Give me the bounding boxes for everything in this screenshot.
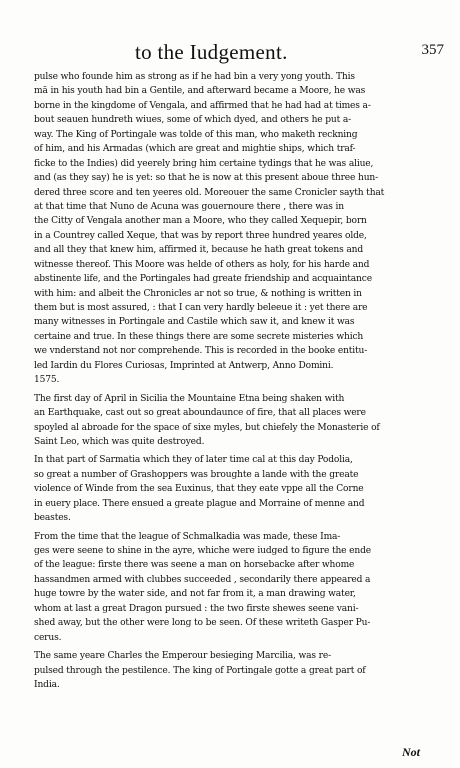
text-line: with him: and albeit the Chronicles ar not so true, & nothing is written in (34, 288, 362, 299)
paragraph (34, 392, 436, 450)
running-head (0, 40, 460, 66)
text-line: certaine and true. In these things there are some secrete misteries which (34, 331, 364, 342)
text-line: cerus. (34, 632, 62, 643)
text-line: of him, and his Armadas (which are great and mightie ships, which traf- (34, 144, 356, 155)
text-line: violence of Winde from the sea Euxinus, that they eate vppe all the Corne (34, 484, 364, 495)
text-line: pulsed through the pestilence. The king of Portingale gotte a great part of (34, 665, 366, 676)
paragraph (34, 649, 436, 692)
text-line: in a Countrey called Xeque, that was by report three hundred yeares olde, (34, 230, 367, 241)
catchword: Not (402, 745, 420, 759)
text-line: at that time that Nuno de Acuna was gouernoure there , there was in (34, 201, 344, 212)
text-line: borne in the kingdome of Vengala, and affirmed that he had had at times a- (34, 100, 371, 111)
text-line: and all they that knew him, affirmed it, because he hath great tokens and (34, 245, 364, 256)
text-line: India. (34, 679, 60, 690)
text-line: The same yeare Charles the Emperour besieging Marcilia, was re- (34, 651, 332, 662)
text-line: From the time that the league of Schmalkadia was made, these Ima- (34, 531, 341, 542)
body-text (34, 70, 436, 692)
text-line: many witnesses in Portingale and Castile which saw it, and knew it was (34, 317, 355, 328)
paragraph (34, 453, 436, 525)
text-line: and (as they say) he is yet: so that he is now at this present aboue three hun- (34, 173, 379, 184)
text-line: dered three score and ten yeeres old. Moreouer the same Cronicler sayth that (34, 187, 385, 198)
text-line: ficke to the Indies) did yeerely bring him certaine tydings that he was aliue, (34, 158, 374, 169)
page-title: to the Iudgement. (135, 40, 288, 64)
text-line: witnesse thereof. This Moore was helde of others as holy, for his harde and (34, 259, 370, 270)
text-line: so great a number of Grashoppers was broughte a lande with the greate (34, 469, 359, 480)
text-line: whom at last a great Dragon pursued : the two firste shewes seene vani- (34, 603, 359, 614)
text-line: spoyled al abroade for the space of sixe myles, but chiefely the Monasterie of (34, 422, 380, 433)
text-line: of the league: firste there was seene a man on horsebacke after whome (34, 560, 355, 571)
text-line: them but is most assured, : that I can very hardly beleeue it : yet there are (34, 303, 368, 313)
text-line: in euery place. There ensued a greate plague and Morraine of menne and (34, 498, 365, 509)
text-line: hassandmen armed with clubbes succeeded , secondarily there appeared a (34, 574, 371, 585)
text-line: beastes. (34, 513, 71, 524)
text-line: shed away, but the other were long to be seen. Of these writeth Gasper Pu- (34, 618, 371, 629)
text-line: an Earthquake, cast out so great aboundaunce of fire, that all places were (34, 408, 366, 419)
text-line: bout seauen hundreth wiues, some of which dyed, and others he put a- (34, 115, 352, 126)
text-line: pulse who founde him as strong as if he had bin a very yong youth. This (34, 72, 355, 82)
text-line: led Iardin du Flores Curiosas, Imprinted at Antwerp, Anno Domini. (34, 360, 334, 371)
text-line: the Citty of Vengala another man a Moore, who they called Xequepir, born (34, 216, 367, 227)
text-line: 1575. (34, 375, 60, 386)
text-line: we vnderstand not nor comprehende. This is recorded in the booke entitu- (34, 346, 368, 357)
text-line: ges were seene to shine in the ayre, whiche were iudged to figure the ende (34, 546, 371, 556)
text-line: The first day of April in Sicilia the Mountaine Etna being shaken with (34, 393, 345, 404)
page-number: 357 (421, 42, 444, 58)
paragraph (34, 70, 436, 388)
text-line: abstinente life, and the Portingales had greate friendship and acquaintance (34, 274, 372, 285)
text-line: Saint Leo, which was quite destroyed. (34, 436, 205, 447)
text-line: huge towre by the water side, and not far from it, a man drawing water, (34, 589, 356, 600)
text-line: way. The King of Portingale was tolde of this man, who maketh reckning (34, 129, 358, 140)
text-line: In that part of Sarmatia which they of later time cal at this day Podolia, (34, 455, 353, 466)
paragraph (34, 530, 436, 646)
text-line: mā in his youth had bin a Gentile, and afterward became a Moore, he was (34, 86, 366, 97)
